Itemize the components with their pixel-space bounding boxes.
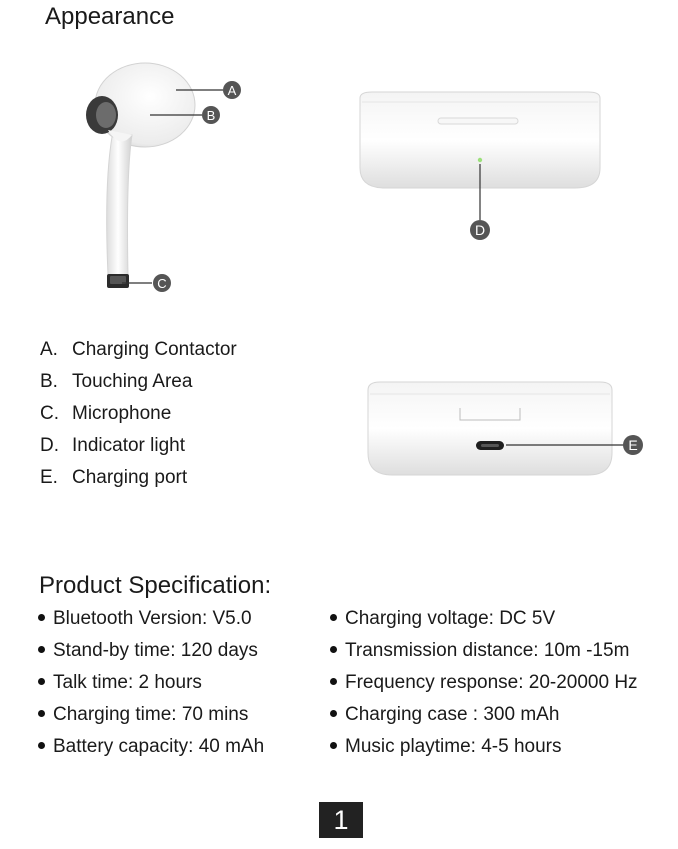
bullet-icon (330, 742, 337, 749)
spec-item: Charging case : 300 mAh (330, 704, 638, 736)
spec-item: Battery capacity: 40 mAh (38, 736, 264, 768)
spec-item: Bluetooth Version: V5.0 (38, 608, 264, 640)
svg-text:E: E (628, 437, 638, 453)
bullet-icon (38, 646, 45, 653)
part-e: E. Charging port (40, 467, 188, 488)
spec-item: Stand-by time: 120 days (38, 640, 264, 672)
svg-text:A: A (227, 83, 237, 98)
svg-text:D: D (474, 222, 486, 238)
bullet-icon (330, 646, 337, 653)
svg-text:C: C (157, 276, 167, 291)
spec-item: Charging time: 70 mins (38, 704, 264, 736)
spec-item: Talk time: 2 hours (38, 672, 264, 704)
spec-item: Music playtime: 4-5 hours (330, 736, 638, 768)
bullet-icon (330, 678, 337, 685)
earbud (86, 63, 195, 288)
bullet-icon (38, 710, 45, 717)
part-a: A. Charging Contactor (40, 339, 237, 360)
parts-legend (40, 339, 237, 499)
bullet-icon (38, 614, 45, 621)
part-d: D. Indicator light (40, 435, 186, 456)
specification-title: Product Specification: (39, 572, 272, 599)
svg-text:B: B (206, 108, 216, 123)
case-front-illustration (350, 88, 610, 248)
part-b: B. Touching Area (40, 371, 193, 392)
bullet-icon (38, 678, 45, 685)
indicator-light-icon (478, 158, 482, 162)
spec-item: Charging voltage: DC 5V (330, 608, 638, 640)
case-back-illustration (360, 378, 660, 488)
spec-list-left (38, 608, 264, 768)
bullet-icon (38, 742, 45, 749)
spec-item: Transmission distance: 10m -15m (330, 640, 638, 672)
spec-item: Frequency response: 20-20000 Hz (330, 672, 638, 704)
bullet-icon (330, 614, 337, 621)
spec-list-right (330, 608, 638, 768)
earbud-illustration (60, 55, 260, 305)
charging-case-back (368, 382, 612, 475)
appearance-title: Appearance (45, 3, 175, 30)
page-number: 1 (319, 802, 363, 838)
bullet-icon (330, 710, 337, 717)
part-c: C. Microphone (40, 403, 172, 424)
